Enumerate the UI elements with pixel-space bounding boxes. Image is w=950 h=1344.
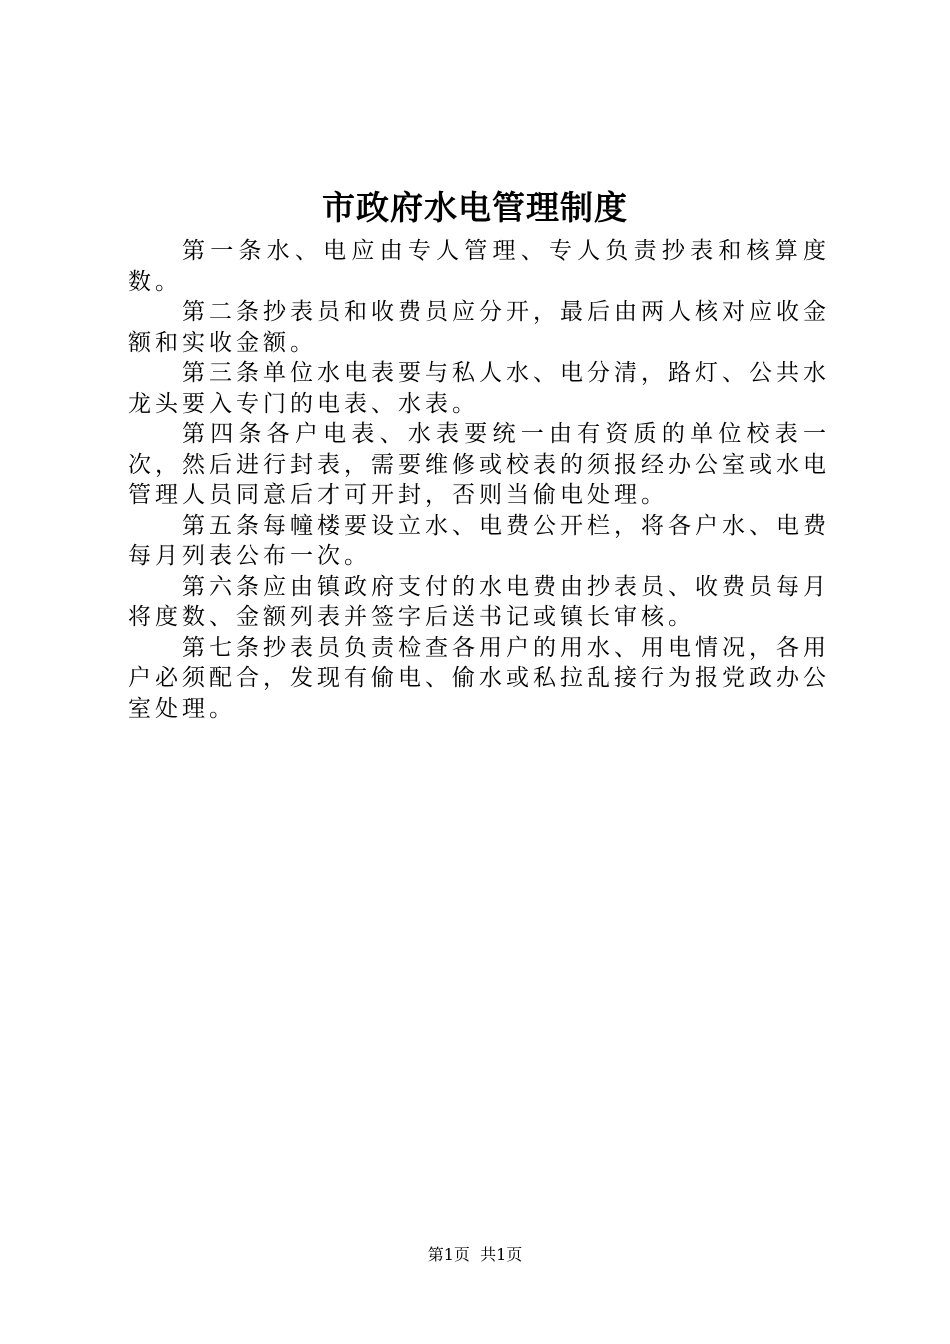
article-2: 第二条抄表员和收费员应分开，最后由两人核对应收金额和实收金额。 xyxy=(128,299,830,356)
page-number: 第1页 xyxy=(427,1245,470,1264)
article-3: 第三条单位水电表要与私人水、电分清，路灯、公共水龙头要入专门的电表、水表。 xyxy=(128,360,830,417)
document-body xyxy=(128,236,830,724)
article-1: 第一条水、电应由专人管理、专人负责抄表和核算度数。 xyxy=(128,238,830,295)
article-5: 第五条每幢楼要设立水、电费公开栏，将各户水、电费每月列表公布一次。 xyxy=(128,512,830,569)
document-title: 市政府水电管理制度 xyxy=(322,188,628,227)
article-4: 第四条各户电表、水表要统一由有资质的单位校表一次，然后进行封表，需要维修或校表的须报经办公室或水电管理人员同意后才可开封，否则当偷电处理。 xyxy=(128,421,830,508)
footer-spacer xyxy=(470,1245,480,1264)
article-7: 第七条抄表员负责检查各用户的用水、用电情况，各用户必须配合，发现有偷电、偷水或私拉乱接行为报党政办公室处理。 xyxy=(128,634,830,722)
page-footer xyxy=(0,1243,950,1267)
article-6: 第六条应由镇政府支付的水电费由抄表员、收费员每月将度数、金额列表并签字后送书记或镇长审核。 xyxy=(128,573,830,630)
page-total: 共1页 xyxy=(480,1245,523,1264)
